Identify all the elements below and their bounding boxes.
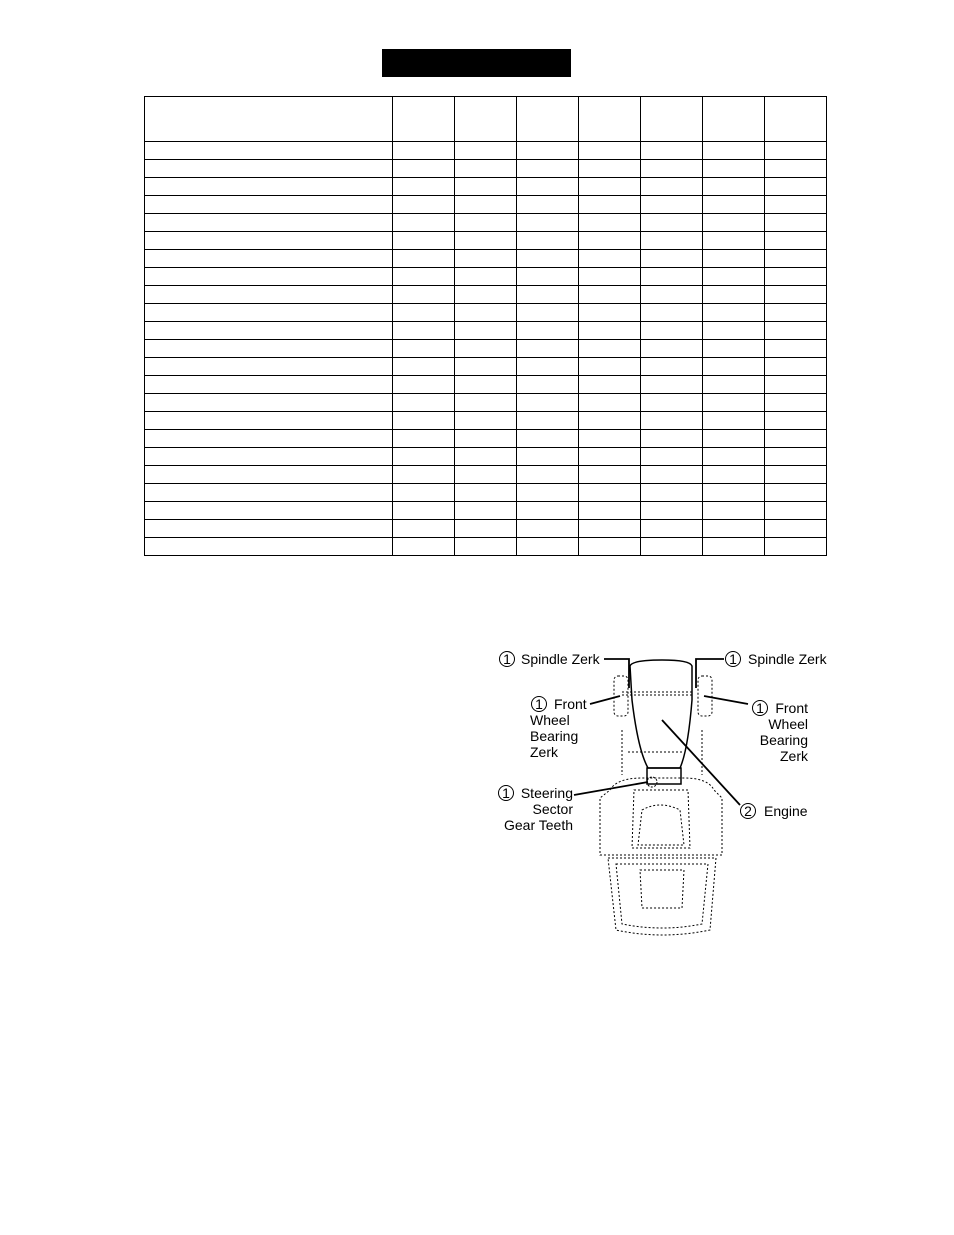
svg-text:Bearing: Bearing bbox=[530, 728, 579, 744]
svg-text:Wheel: Wheel bbox=[768, 716, 808, 732]
row-check-cell bbox=[641, 484, 703, 502]
row-check-cell bbox=[455, 250, 517, 268]
row-check-cell bbox=[703, 358, 765, 376]
row-check-cell bbox=[703, 448, 765, 466]
row-check-cell bbox=[455, 448, 517, 466]
row-description-cell bbox=[145, 520, 393, 538]
row-check-cell bbox=[703, 412, 765, 430]
svg-text:1: 1 bbox=[729, 651, 737, 667]
row-check-cell bbox=[579, 232, 641, 250]
row-check-cell bbox=[517, 250, 579, 268]
table-row bbox=[145, 268, 827, 286]
svg-text:1: 1 bbox=[756, 700, 764, 716]
row-check-cell bbox=[517, 268, 579, 286]
table-row bbox=[145, 178, 827, 196]
row-check-cell bbox=[641, 250, 703, 268]
svg-text:Steering: Steering bbox=[520, 785, 573, 801]
row-description-cell bbox=[145, 250, 393, 268]
row-check-cell bbox=[641, 376, 703, 394]
row-check-cell bbox=[641, 286, 703, 304]
row-description-cell bbox=[145, 502, 393, 520]
svg-text:Bearing: Bearing bbox=[759, 732, 808, 748]
row-check-cell bbox=[765, 394, 827, 412]
row-check-cell bbox=[641, 412, 703, 430]
row-check-cell bbox=[765, 412, 827, 430]
row-check-cell bbox=[579, 502, 641, 520]
row-check-cell bbox=[765, 448, 827, 466]
row-description-cell bbox=[145, 412, 393, 430]
row-check-cell bbox=[455, 412, 517, 430]
table-row bbox=[145, 340, 827, 358]
row-check-cell bbox=[703, 250, 765, 268]
row-description-cell bbox=[145, 160, 393, 178]
row-check-cell bbox=[579, 412, 641, 430]
row-check-cell bbox=[393, 196, 455, 214]
table-row bbox=[145, 394, 827, 412]
row-check-cell bbox=[765, 322, 827, 340]
row-check-cell bbox=[393, 286, 455, 304]
row-check-cell bbox=[455, 142, 517, 160]
row-check-cell bbox=[703, 430, 765, 448]
row-check-cell bbox=[765, 304, 827, 322]
svg-text:Zerk: Zerk bbox=[530, 744, 558, 760]
row-check-cell bbox=[703, 160, 765, 178]
row-check-cell bbox=[641, 322, 703, 340]
svg-text:Spindle Zerk: Spindle Zerk bbox=[748, 651, 827, 667]
row-check-cell bbox=[517, 304, 579, 322]
row-check-cell bbox=[765, 502, 827, 520]
row-check-cell bbox=[703, 232, 765, 250]
row-check-cell bbox=[641, 304, 703, 322]
row-check-cell bbox=[517, 178, 579, 196]
callout-spindle-zerk-left bbox=[500, 651, 601, 667]
row-check-cell bbox=[765, 538, 827, 556]
row-check-cell bbox=[517, 538, 579, 556]
header-cell-interval bbox=[455, 97, 517, 142]
row-check-cell bbox=[703, 142, 765, 160]
svg-text:1: 1 bbox=[502, 785, 510, 801]
row-check-cell bbox=[455, 340, 517, 358]
row-check-cell bbox=[765, 286, 827, 304]
row-check-cell bbox=[579, 538, 641, 556]
row-check-cell bbox=[641, 178, 703, 196]
row-check-cell bbox=[765, 358, 827, 376]
row-check-cell bbox=[703, 286, 765, 304]
row-check-cell bbox=[765, 232, 827, 250]
row-check-cell bbox=[765, 376, 827, 394]
row-check-cell bbox=[703, 466, 765, 484]
row-check-cell bbox=[517, 340, 579, 358]
row-check-cell bbox=[517, 466, 579, 484]
header-cell-interval bbox=[579, 97, 641, 142]
row-check-cell bbox=[393, 178, 455, 196]
row-check-cell bbox=[455, 160, 517, 178]
row-description-cell bbox=[145, 304, 393, 322]
row-check-cell bbox=[703, 376, 765, 394]
table-row bbox=[145, 232, 827, 250]
row-check-cell bbox=[641, 394, 703, 412]
row-check-cell bbox=[641, 448, 703, 466]
row-check-cell bbox=[517, 286, 579, 304]
table-row bbox=[145, 286, 827, 304]
row-check-cell bbox=[517, 322, 579, 340]
row-check-cell bbox=[703, 394, 765, 412]
row-description-cell bbox=[145, 322, 393, 340]
row-check-cell bbox=[579, 376, 641, 394]
row-check-cell bbox=[393, 484, 455, 502]
row-check-cell bbox=[517, 142, 579, 160]
table-row bbox=[145, 538, 827, 556]
callout-front-wheel-left bbox=[530, 696, 587, 760]
svg-text:Spindle Zerk: Spindle Zerk bbox=[521, 651, 600, 667]
row-check-cell bbox=[641, 466, 703, 484]
row-check-cell bbox=[393, 466, 455, 484]
row-check-cell bbox=[703, 304, 765, 322]
row-check-cell bbox=[455, 322, 517, 340]
row-check-cell bbox=[703, 268, 765, 286]
row-description-cell bbox=[145, 376, 393, 394]
row-check-cell bbox=[455, 394, 517, 412]
row-check-cell bbox=[393, 142, 455, 160]
row-description-cell bbox=[145, 232, 393, 250]
row-description-cell bbox=[145, 484, 393, 502]
row-check-cell bbox=[579, 214, 641, 232]
row-check-cell bbox=[393, 268, 455, 286]
row-check-cell bbox=[579, 160, 641, 178]
table-header-row bbox=[145, 97, 827, 142]
row-check-cell bbox=[765, 430, 827, 448]
svg-text:1: 1 bbox=[535, 696, 543, 712]
row-check-cell bbox=[393, 376, 455, 394]
row-check-cell bbox=[579, 142, 641, 160]
row-check-cell bbox=[579, 178, 641, 196]
row-check-cell bbox=[579, 448, 641, 466]
row-check-cell bbox=[455, 538, 517, 556]
row-description-cell bbox=[145, 448, 393, 466]
svg-text:Wheel: Wheel bbox=[530, 712, 570, 728]
table-row bbox=[145, 448, 827, 466]
table-row bbox=[145, 430, 827, 448]
table-row bbox=[145, 502, 827, 520]
row-check-cell bbox=[455, 358, 517, 376]
svg-text:Front: Front bbox=[554, 696, 587, 712]
row-check-cell bbox=[579, 304, 641, 322]
svg-text:Zerk: Zerk bbox=[780, 748, 808, 764]
table-row bbox=[145, 484, 827, 502]
row-description-cell bbox=[145, 214, 393, 232]
callout-spindle-zerk-right bbox=[726, 651, 828, 667]
engine-hood bbox=[630, 660, 692, 784]
header-cell-interval bbox=[703, 97, 765, 142]
row-check-cell bbox=[641, 214, 703, 232]
row-check-cell bbox=[765, 142, 827, 160]
row-description-cell bbox=[145, 268, 393, 286]
row-check-cell bbox=[765, 466, 827, 484]
row-check-cell bbox=[765, 250, 827, 268]
row-check-cell bbox=[579, 268, 641, 286]
table-row bbox=[145, 412, 827, 430]
row-check-cell bbox=[641, 358, 703, 376]
row-check-cell bbox=[517, 520, 579, 538]
row-check-cell bbox=[517, 394, 579, 412]
row-check-cell bbox=[765, 196, 827, 214]
table-row bbox=[145, 304, 827, 322]
row-check-cell bbox=[703, 178, 765, 196]
row-check-cell bbox=[641, 142, 703, 160]
row-check-cell bbox=[641, 160, 703, 178]
row-check-cell bbox=[393, 340, 455, 358]
row-check-cell bbox=[641, 196, 703, 214]
header-cell-interval bbox=[393, 97, 455, 142]
row-check-cell bbox=[765, 268, 827, 286]
table-row bbox=[145, 160, 827, 178]
row-check-cell bbox=[455, 466, 517, 484]
row-check-cell bbox=[703, 484, 765, 502]
row-check-cell bbox=[579, 322, 641, 340]
row-check-cell bbox=[393, 160, 455, 178]
row-check-cell bbox=[393, 322, 455, 340]
row-description-cell bbox=[145, 466, 393, 484]
row-description-cell bbox=[145, 286, 393, 304]
row-check-cell bbox=[455, 214, 517, 232]
row-check-cell bbox=[703, 538, 765, 556]
svg-text:1: 1 bbox=[503, 651, 511, 667]
table-row bbox=[145, 358, 827, 376]
row-check-cell bbox=[579, 520, 641, 538]
row-check-cell bbox=[703, 214, 765, 232]
row-check-cell bbox=[517, 448, 579, 466]
row-check-cell bbox=[641, 340, 703, 358]
leader-lines bbox=[574, 659, 748, 805]
row-check-cell bbox=[579, 340, 641, 358]
row-check-cell bbox=[641, 502, 703, 520]
row-check-cell bbox=[455, 502, 517, 520]
header-cell-interval bbox=[517, 97, 579, 142]
table-row bbox=[145, 250, 827, 268]
maintenance-log-table bbox=[144, 96, 827, 556]
table-row bbox=[145, 376, 827, 394]
row-check-cell bbox=[393, 412, 455, 430]
svg-text:Gear Teeth: Gear Teeth bbox=[503, 817, 573, 833]
row-description-cell bbox=[145, 538, 393, 556]
row-check-cell bbox=[455, 304, 517, 322]
tractor-outline bbox=[600, 676, 722, 935]
row-check-cell bbox=[765, 214, 827, 232]
row-check-cell bbox=[455, 430, 517, 448]
row-check-cell bbox=[703, 502, 765, 520]
row-check-cell bbox=[517, 376, 579, 394]
table-row bbox=[145, 196, 827, 214]
callout-front-wheel-right bbox=[753, 700, 810, 764]
row-description-cell bbox=[145, 142, 393, 160]
row-check-cell bbox=[393, 232, 455, 250]
row-check-cell bbox=[517, 160, 579, 178]
row-check-cell bbox=[641, 538, 703, 556]
row-check-cell bbox=[517, 412, 579, 430]
section-title-bar bbox=[382, 49, 571, 77]
row-check-cell bbox=[641, 268, 703, 286]
row-check-cell bbox=[455, 178, 517, 196]
table-row bbox=[145, 520, 827, 538]
table-row bbox=[145, 466, 827, 484]
row-check-cell bbox=[641, 232, 703, 250]
row-check-cell bbox=[703, 322, 765, 340]
row-check-cell bbox=[765, 178, 827, 196]
row-description-cell bbox=[145, 196, 393, 214]
row-check-cell bbox=[765, 520, 827, 538]
row-check-cell bbox=[393, 520, 455, 538]
row-check-cell bbox=[703, 196, 765, 214]
callout-steering-sector-gear-teeth bbox=[499, 785, 574, 833]
svg-text:2: 2 bbox=[744, 803, 752, 819]
row-description-cell bbox=[145, 394, 393, 412]
row-check-cell bbox=[455, 520, 517, 538]
row-description-cell bbox=[145, 340, 393, 358]
row-check-cell bbox=[703, 520, 765, 538]
svg-text:Sector: Sector bbox=[532, 801, 573, 817]
row-check-cell bbox=[517, 484, 579, 502]
row-check-cell bbox=[393, 502, 455, 520]
row-check-cell bbox=[765, 160, 827, 178]
row-check-cell bbox=[393, 430, 455, 448]
row-check-cell bbox=[579, 196, 641, 214]
row-check-cell bbox=[579, 466, 641, 484]
row-check-cell bbox=[641, 520, 703, 538]
row-check-cell bbox=[517, 430, 579, 448]
row-check-cell bbox=[641, 430, 703, 448]
row-check-cell bbox=[393, 448, 455, 466]
row-check-cell bbox=[393, 394, 455, 412]
row-check-cell bbox=[517, 502, 579, 520]
header-cell-interval bbox=[765, 97, 827, 142]
row-check-cell bbox=[703, 340, 765, 358]
callout-engine bbox=[741, 803, 808, 819]
row-check-cell bbox=[579, 484, 641, 502]
row-check-cell bbox=[455, 376, 517, 394]
row-check-cell bbox=[393, 250, 455, 268]
row-description-cell bbox=[145, 430, 393, 448]
row-check-cell bbox=[393, 214, 455, 232]
row-check-cell bbox=[455, 286, 517, 304]
row-check-cell bbox=[455, 196, 517, 214]
row-check-cell bbox=[579, 430, 641, 448]
row-check-cell bbox=[455, 268, 517, 286]
row-check-cell bbox=[517, 358, 579, 376]
row-check-cell bbox=[393, 358, 455, 376]
row-description-cell bbox=[145, 178, 393, 196]
row-check-cell bbox=[455, 484, 517, 502]
header-cell-description bbox=[145, 97, 393, 142]
row-check-cell bbox=[517, 196, 579, 214]
row-check-cell bbox=[517, 232, 579, 250]
header-cell-interval bbox=[641, 97, 703, 142]
row-check-cell bbox=[517, 214, 579, 232]
row-check-cell bbox=[579, 394, 641, 412]
lubrication-points-diagram bbox=[492, 640, 837, 940]
svg-text:Front: Front bbox=[775, 700, 808, 716]
row-check-cell bbox=[579, 250, 641, 268]
row-check-cell bbox=[765, 340, 827, 358]
row-check-cell bbox=[579, 286, 641, 304]
row-check-cell bbox=[393, 304, 455, 322]
table-row bbox=[145, 214, 827, 232]
row-description-cell bbox=[145, 358, 393, 376]
row-check-cell bbox=[455, 232, 517, 250]
table-row bbox=[145, 142, 827, 160]
row-check-cell bbox=[393, 538, 455, 556]
row-check-cell bbox=[765, 484, 827, 502]
row-check-cell bbox=[579, 358, 641, 376]
svg-text:Engine: Engine bbox=[764, 803, 808, 819]
table-row bbox=[145, 322, 827, 340]
